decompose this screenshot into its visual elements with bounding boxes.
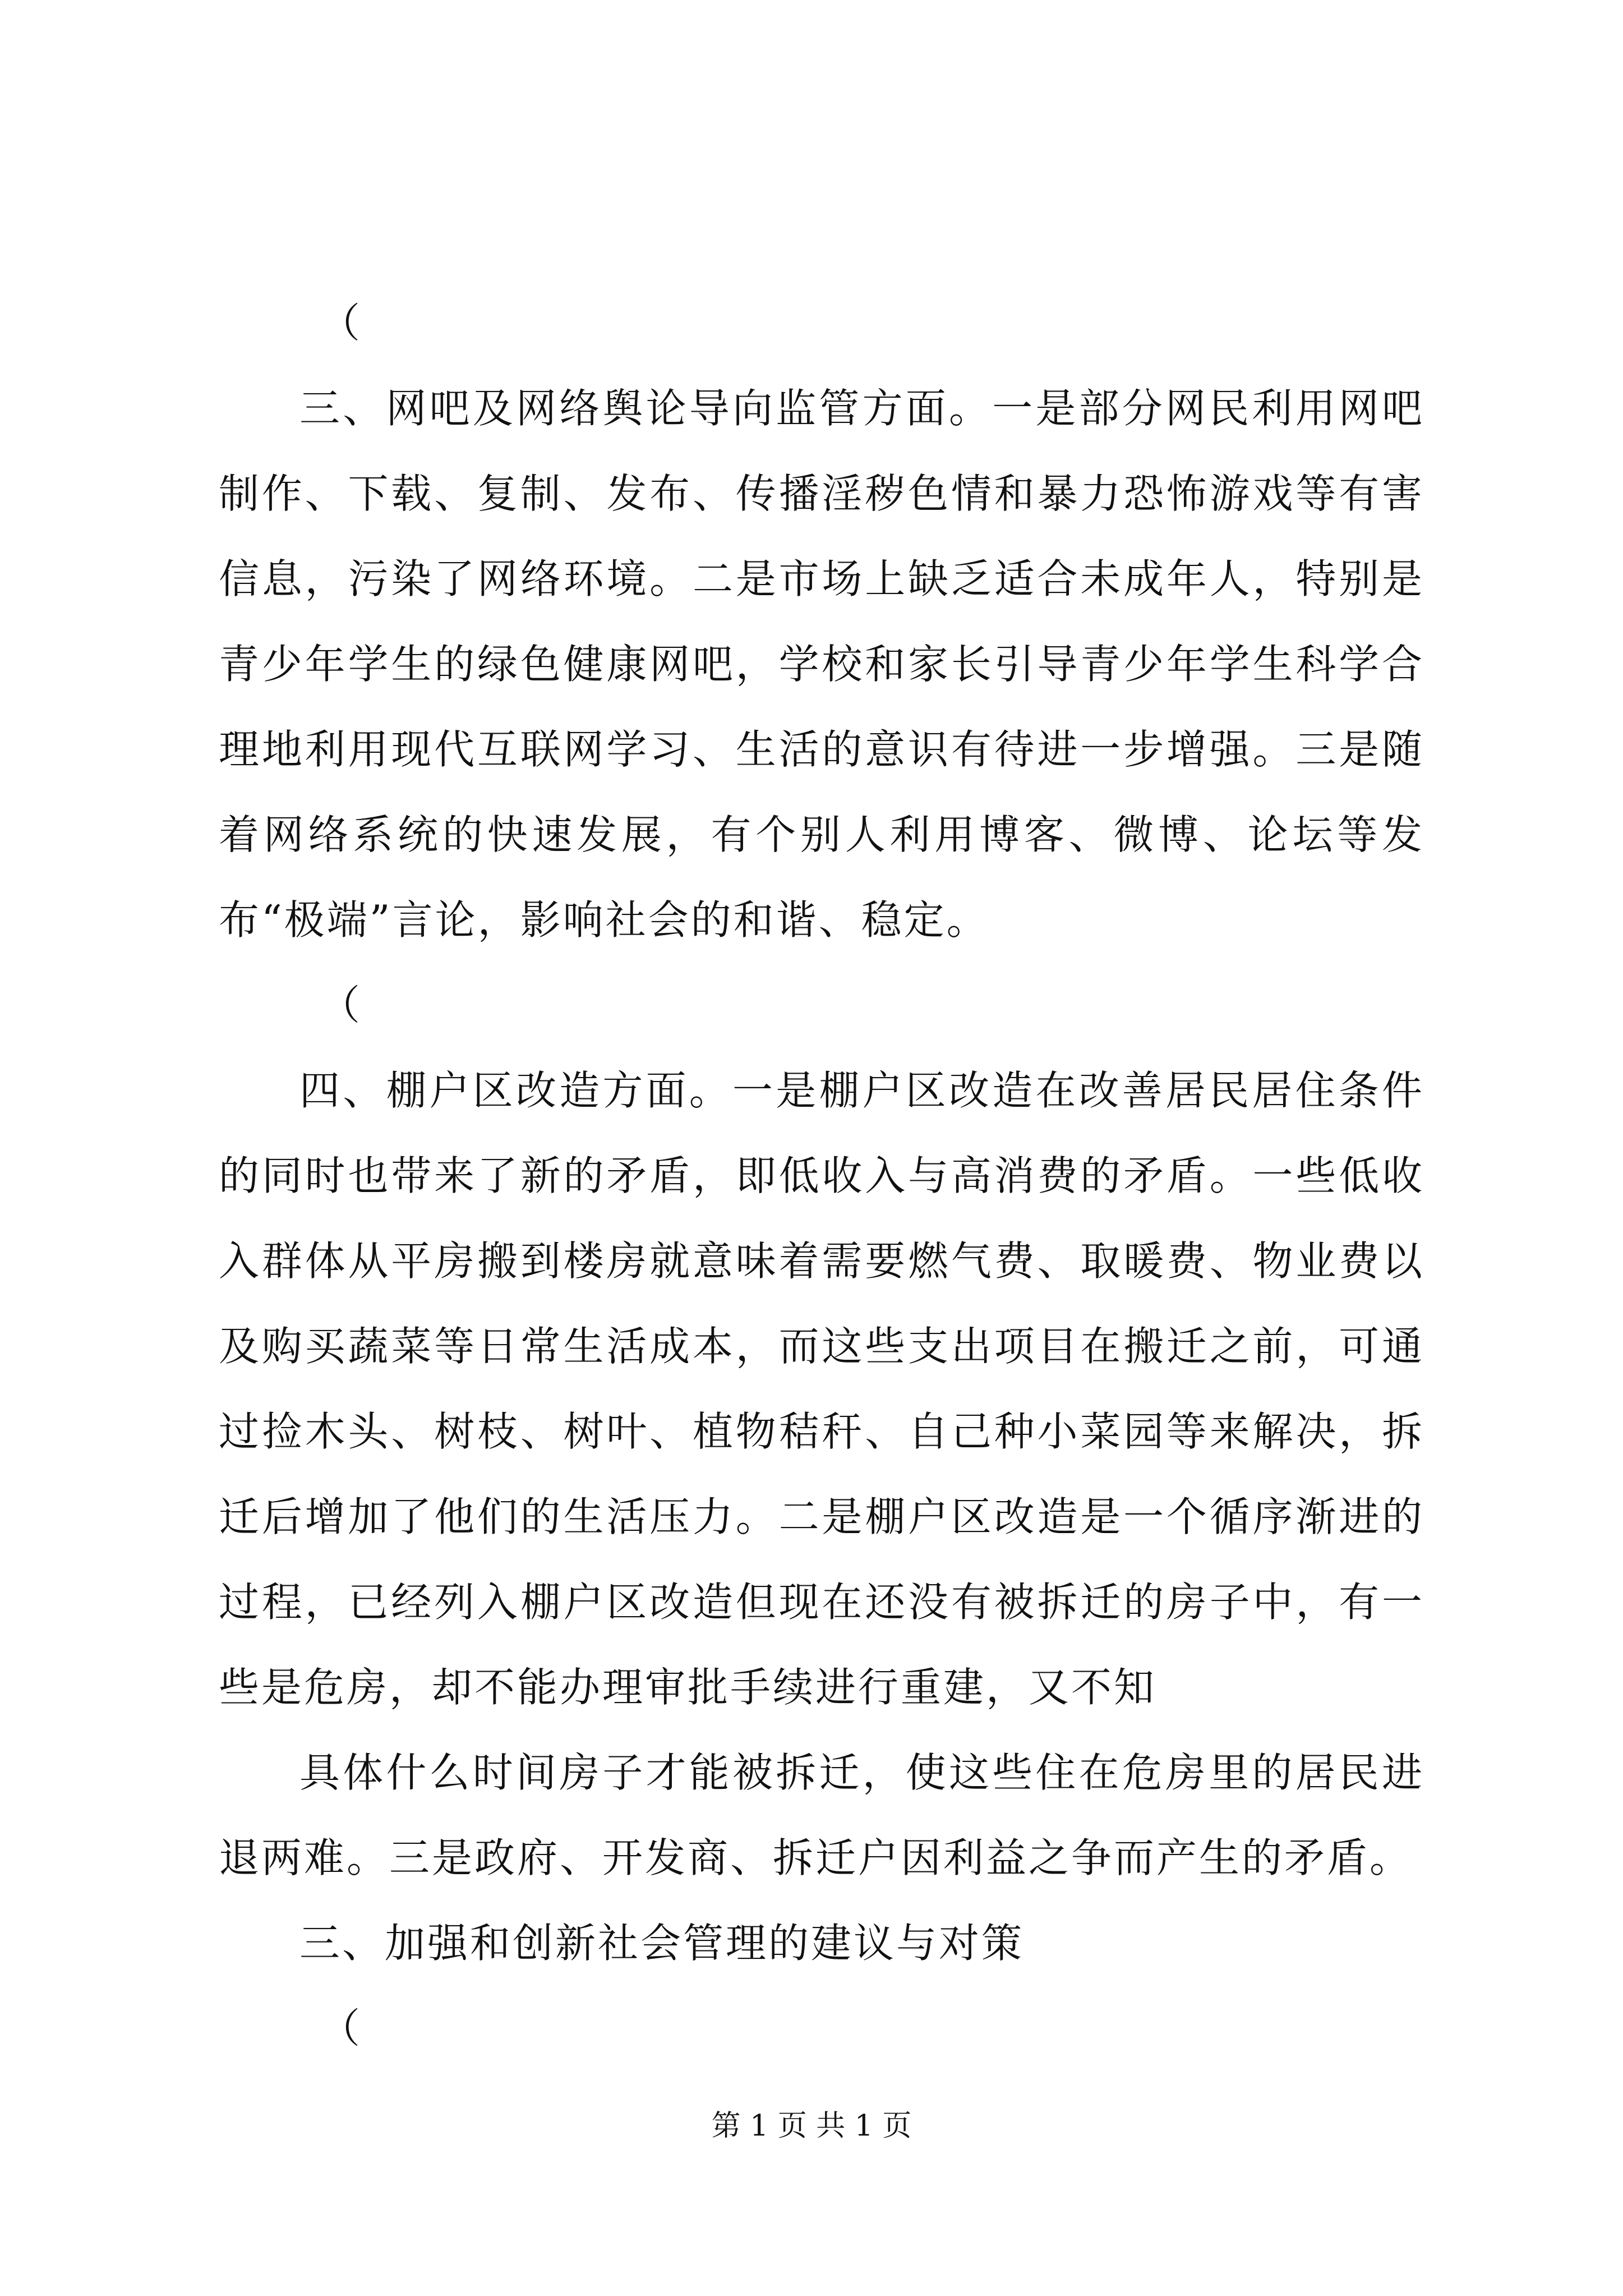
paragraph-marker: （ <box>320 300 361 347</box>
paragraph-internet-cafe: 三、网吧及网络舆论导向监管方面。一是部分网民利用网吧制作、下载、复制、发布、传播淫秽色情和暴力恐怖游戏等有害信息，污染了网络环境。二是市场上缺乏适合未成年人，特别是青少年学生的绿色健康网吧，学校和家长引导青少年学生科学合理地利用现代互联网学习、生活的意识有待进一步增强。三是随着网络系统的快速发展，有个别人利用博客、微博、论坛等发布“极端”言论，影响社会的和谐、稳定。 <box>219 385 1424 944</box>
page-footer: 第 1 页 共 1 页 <box>711 2109 912 2143</box>
document-body <box>219 280 1424 2071</box>
paragraph-shantytown: 四、棚户区改造方面。一是棚户区改造在改善居民居住条件的同时也带来了新的矛盾，即低收入与高消费的矛盾。一些低收入群体从平房搬到楼房就意味着需要燃气费、取暖费、物业费以及购买蔬菜等日常生活成本，而这些支出项目在搬迁之前，可通过捡木头、树枝、树叶、植物秸秆、自己种小菜园等来解决，拆迁后增加了他们的生活压力。二是棚户区改造是一个循序渐进的过程，已经列入棚户区改造但现在还没有被拆迁的房子中，有一些是危房，却不能办理审批手续进行重建，又不知 <box>219 1067 1424 1711</box>
paragraph-marker: （ <box>320 982 361 1029</box>
paragraph-marker: （ <box>320 2005 361 2052</box>
section-heading: 三、加强和创新社会管理的建议与对策 <box>299 1920 1025 1967</box>
paragraph-shantytown-continued: 具体什么时间房子才能被拆迁，使这些住在危房里的居民进退两难。三是政府、开发商、拆迁户因利益之争而产生的矛盾。 <box>219 1749 1424 1881</box>
